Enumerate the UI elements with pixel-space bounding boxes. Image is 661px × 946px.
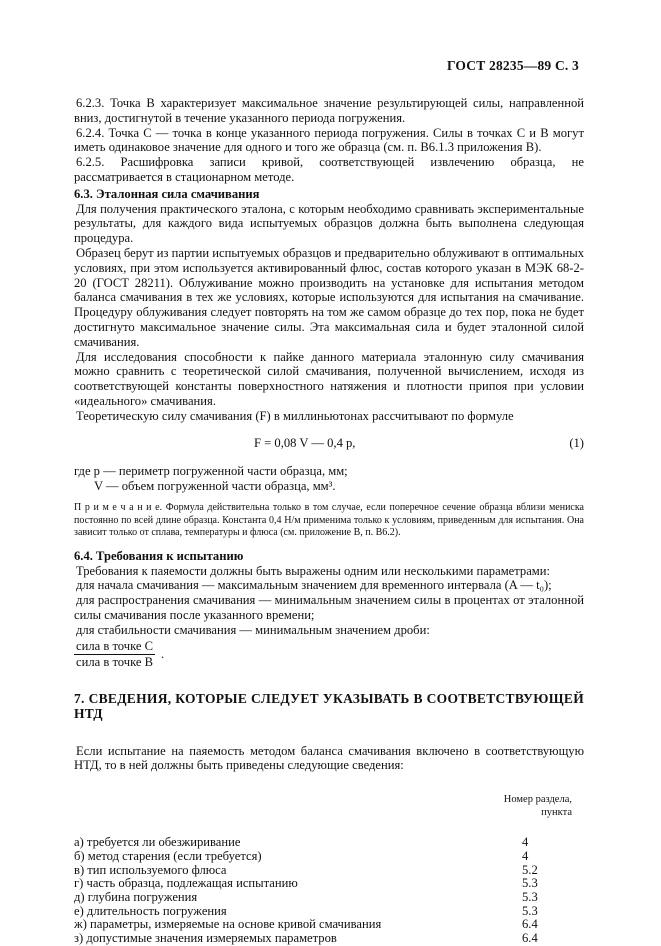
list-item [74,918,584,932]
where-v: V — объем погруженной части образца, мм³. [94,479,336,494]
list-item-ref: 6.4 [522,917,538,932]
list-item-label: а) требуется ли обезжиривание [74,835,241,850]
list-item [74,877,584,891]
fraction-denominator: сила в точке B [76,655,154,670]
fraction-dot: . [161,647,165,662]
list-item [74,836,584,850]
list-item-ref: 5.3 [522,876,538,891]
list-item [74,932,584,946]
heading-section-7: 7. СВЕДЕНИЯ, КОТОРЫЕ СЛЕДУЕТ УКАЗЫВАТЬ В СООТВЕТСТВУЮЩЕЙ НТД [74,691,584,721]
formula: F = 0,08 V — 0,4 p, [254,435,356,450]
info-list [74,836,584,946]
paragraph-7: Если испытание на паяемость методом баланса смачивания включено в соответствующую НТД, то в ней должны быть приведены следующие сведения: [74,743,584,773]
list-item-ref: 5.3 [522,903,538,918]
list-item-label: ж) параметры, измеряемые на основе кривой смачивания [74,917,382,932]
paragraph-6-4-b: для начала смачивания — максимальным значением для временного интервала (A — t₀); [76,578,552,593]
list-item-ref: 4 [522,848,529,863]
fraction [74,639,584,670]
list-item-ref: 6.4 [522,931,538,946]
list-item [74,891,584,905]
paragraph-6-4-d: для стабильности смачивания — минимальным значением дроби: [76,622,430,637]
list-item-ref: 5.3 [522,890,538,905]
list-item-ref: 4 [522,835,529,850]
list-item-label: з) допустимые значения измеряемых параметров [74,931,337,946]
page-header: ГОСТ 28235—89 С. 3 [446,58,579,73]
paragraph-6-3-d: Теоретическую силу смачивания (F) в миллиньютонах рассчитывают по формуле [76,408,514,423]
paragraph-6-3-b: Образец берут из партии испытуемых образцов и предварительно облуживают в оптимальных условиях, при этом используется активированный флюс, состав которого указан в МЭК 68-2-20 (ГОСТ 28211). Облуживание можно производить на установке для испытания методом баланса смачивания в тех же условиях, которые используются для испытания на смачивание. Процедуру облуживания следует повторять на том же самом образце до тех пор, пока не будет достигнуто максимальное значение силы. Эта максимальная сила и будет эталонной силой смачивания. [74,245,584,349]
list-item-label: г) часть образца, подлежащая испытанию [74,876,298,891]
note: П р и м е ч а н и е. Формула действительна только в том случае, если поперечное сечение образца вблизи мениска постоянно по всей длине образца. Константа 0,4 Н/м применима только к условиям, приведенным для испытания. Она зависит только от сплава, температуры и флюса (см. приложение В, п. В6.2). [74,501,584,539]
list-item-label: б) метод старения (если требуется) [74,848,262,863]
ref-header-line-1: Номер раздела, [503,794,572,806]
paragraph-6-3-a: Для получения практического эталона, с которым необходимо сравнивать экспериментальные результаты, для каждого вида испытуемых образцов должна быть выполнена следующая процедура. [74,201,584,246]
paragraph-6-2-3: 6.2.3. Точка B характеризует максимальное значение результирующей силы, направленной вниз, достигнутой в течение указанного периода погружения. [74,96,584,125]
list-item-label: д) глубина погружения [74,890,198,905]
heading-6-3: 6.3. Эталонная сила смачивания [74,186,260,201]
ref-header-line-2: пункта [541,807,572,819]
ref-column-header [74,793,572,819]
document-body [74,96,584,946]
list-item-label: в) тип используемого флюса [74,862,227,877]
where-p: где p — периметр погруженной части образца, мм; [74,464,348,479]
heading-6-4: 6.4. Требования к испытанию [74,548,244,563]
paragraph-6-2-4: 6.2.4. Точка C — точка в конце указанного периода погружения. Силы в точках C и B могут иметь одинаковое значение для одного и того же образца (см. п. В6.1.3 приложения В). [74,125,584,155]
fraction-numerator: сила в точке C [76,639,154,654]
list-item-label: е) длительность погружения [74,903,227,918]
formula-number: (1) [569,435,584,450]
formula-row [74,436,584,451]
list-item [74,864,584,878]
paragraph-6-4-a: Требования к паяемости должны быть выражены одним или несколькими параметрами: [76,563,551,578]
paragraph-6-3-c: Для исследования способности к пайке данного материала эталонную силу смачивания можно сравнить с теоретической силой смачивания, полученной вычислением, исходя из соответствующей константы поверхностного натяжения и плотности припоя при условии «идеального» смачивания. [74,349,584,408]
list-item [74,905,584,919]
list-item-ref: 5.2 [522,862,538,877]
paragraph-6-2-5: 6.2.5. Расшифровка записи кривой, соответствующей извлечению образца, не рассматривается в стационарном методе. [74,155,584,184]
list-item [74,850,584,864]
paragraph-6-4-c: для распространения смачивания — минимальным значением силы в процентах от эталонной силы смачивания после указанного времени; [74,593,584,622]
